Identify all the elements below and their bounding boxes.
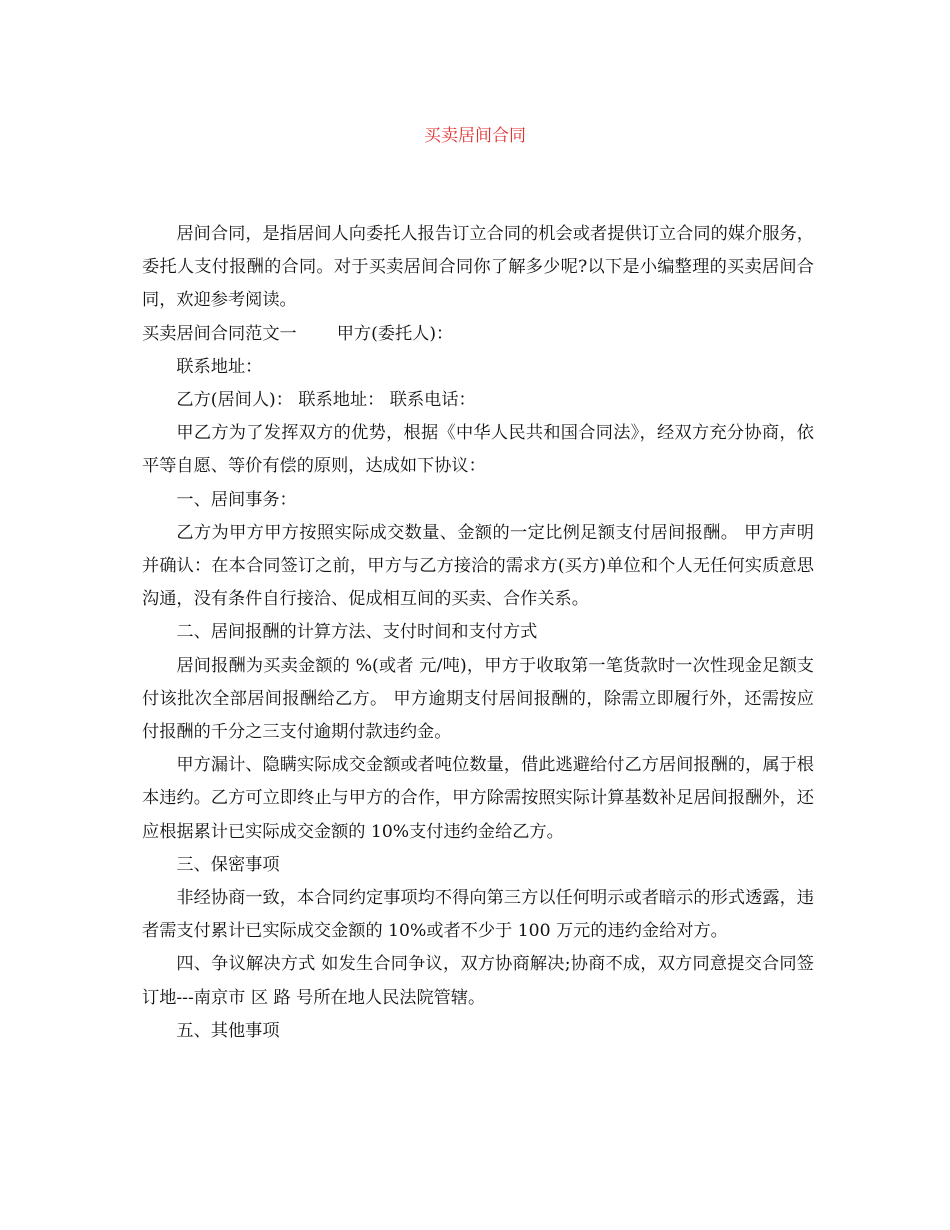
paragraph-section-4: 四、争议解决方式 如发生合同争议，双方协商解决;协商不成，双方同意提交合同签订地---南京市 区 路 号所在地人民法院管辖。	[142, 954, 814, 1008]
section-heading-2: 二、居间报酬的计算方法、支付时间和支付方式	[176, 622, 538, 643]
document-title: 买卖居间合同	[424, 126, 526, 146]
paragraph-intro: 居间合同，是指居间人向委托人报告订立合同的机会或者提供订立合同的媒介服务，委托人支付报酬的合同。对于买卖居间合同你了解多少呢?以下是小编整理的买卖居间合同，欢迎参考阅读。	[142, 224, 814, 311]
paragraph-section-1: 乙方为甲方甲方按照实际成交数量、金额的一定比例足额支付居间报酬。 甲方声明并确认：在本合同签订之前，甲方与乙方接洽的需求方(买方)单位和个人无任何实质意思沟通，没有条件自行接洽、促成相互间的买卖、合作关系。	[142, 522, 814, 610]
section-heading-1: 一、居间事务：	[176, 489, 297, 510]
section-heading-3: 三、保密事项	[176, 854, 280, 875]
paragraph-section-2b: 甲方漏计、隐瞒实际成交金额或者吨位数量，借此逃避给付乙方居间报酬的，属于根本违约。乙方可立即终止与甲方的合作，甲方除需按照实际计算基数补足居间报酬外，还应根据累计已实际成交金额的 10%支付违约金给乙方。	[142, 755, 814, 842]
paragraph-contact-address: 联系地址：	[176, 356, 263, 377]
paragraph-agreement: 甲乙方为了发挥双方的优势，根据《中华人民共和国合同法》，经双方充分协商，依平等自愿、等价有偿的原则，达成如下协议：	[142, 423, 814, 477]
paragraph-section-3: 非经协商一致，本合同约定事项均不得向第三方以任何明示或者暗示的形式透露，违者需支付累计已实际成交金额的 10%或者不少于 100 万元的违约金给对方。	[142, 888, 814, 942]
section-heading-5: 五、其他事项	[176, 1020, 280, 1041]
sample-heading: 买卖居间合同范文一	[142, 323, 297, 344]
party-a-label: 甲方(委托人)：	[336, 323, 454, 344]
document-body	[142, 218, 814, 1048]
paragraph-party-b: 乙方(居间人)： 联系地址： 联系电话：	[176, 390, 476, 411]
paragraph-sample-heading-line	[142, 318, 814, 351]
paragraph-section-2a: 居间报酬为买卖金额的 %(或者 元/吨)，甲方于收取第一笔货款时一次性现金足额支付该批次全部居间报酬给乙方。 甲方逾期支付居间报酬的，除需立即履行外，还需按应付报酬的千分之三支付逾期付款违约金。	[142, 655, 814, 743]
